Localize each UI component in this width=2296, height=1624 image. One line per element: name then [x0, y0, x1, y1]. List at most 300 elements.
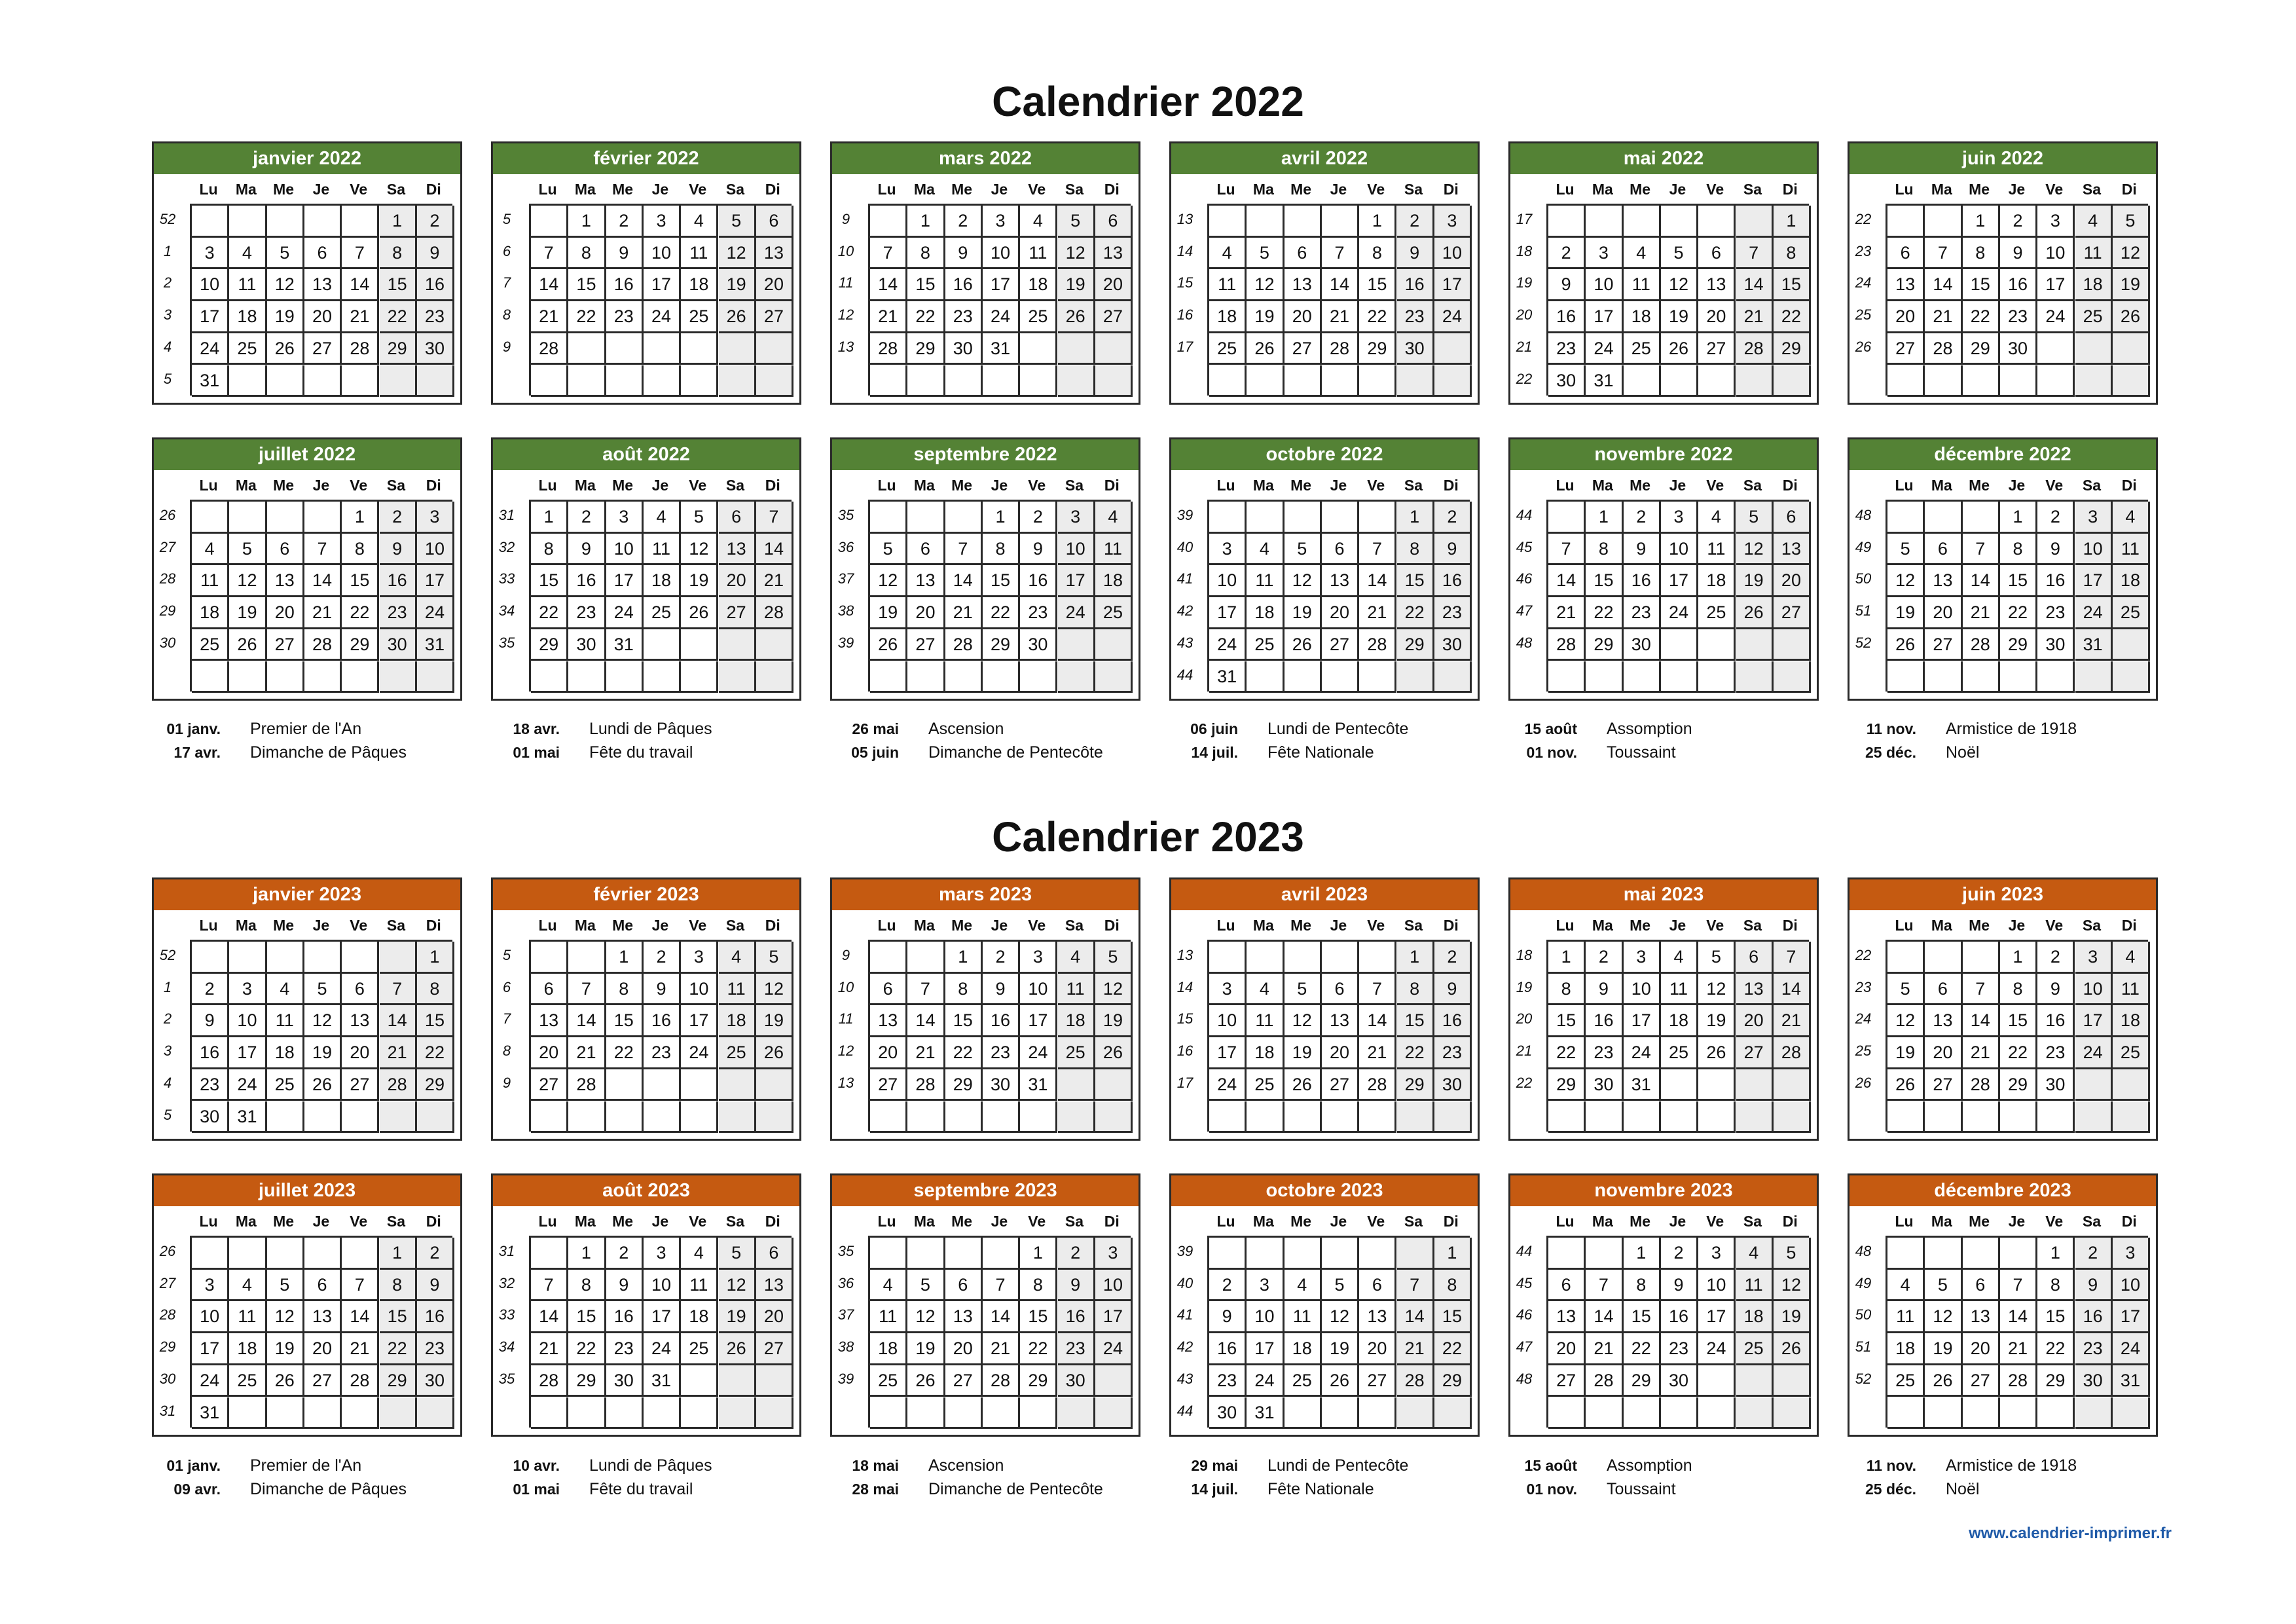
day-cell — [1434, 661, 1472, 693]
day-cell: 4 — [2075, 206, 2113, 238]
day-cell: 13 — [267, 565, 304, 597]
day-cell: 16 — [1434, 565, 1472, 597]
holiday-entry — [152, 741, 460, 764]
week-number: 15 — [1176, 274, 1194, 291]
weekday-label: Sa — [2082, 1213, 2102, 1230]
day-cell: 3 — [1058, 502, 1095, 534]
day-cell: 30 — [2037, 629, 2075, 661]
day-cell: 8 — [342, 534, 379, 566]
weekday-label: Je — [651, 477, 669, 494]
day-cell — [1247, 1238, 1284, 1270]
week-number: 38 — [837, 602, 854, 619]
day-cell — [342, 1238, 379, 1270]
day-grid — [1546, 1236, 1809, 1428]
day-cell: 27 — [870, 1069, 907, 1101]
day-cell: 23 — [192, 1069, 229, 1101]
day-cell: 31 — [1209, 661, 1247, 693]
holiday-entry — [1169, 1454, 1477, 1477]
day-cell: 2 — [606, 1238, 644, 1270]
holiday-date: 01 nov. — [1526, 744, 1577, 761]
day-cell: 27 — [756, 1333, 793, 1365]
day-cell: 18 — [1698, 565, 1736, 597]
weekday-label: Lu — [1556, 917, 1575, 934]
day-cell — [568, 942, 606, 974]
day-cell: 13 — [756, 238, 793, 270]
day-cell: 5 — [1925, 1270, 1962, 1302]
week-number: 2 — [163, 1010, 172, 1027]
week-number: 6 — [502, 978, 511, 995]
week-number: 4 — [163, 338, 172, 355]
day-cell: 31 — [417, 629, 454, 661]
day-cell: 31 — [2075, 629, 2113, 661]
day-cell — [1586, 1238, 1623, 1270]
day-cell — [907, 365, 945, 397]
day-cell — [1925, 1238, 1962, 1270]
week-number: 34 — [498, 602, 515, 619]
day-cell: 31 — [1020, 1069, 1057, 1101]
day-cell: 18 — [1247, 1037, 1284, 1069]
day-cell: 19 — [1247, 301, 1284, 333]
day-cell: 24 — [1624, 1037, 1661, 1069]
day-cell: 12 — [1058, 238, 1095, 270]
weekday-label: Ve — [350, 181, 368, 198]
weekday-label: Ma — [1252, 1213, 1274, 1230]
day-cell: 1 — [1020, 1238, 1057, 1270]
day-cell: 20 — [531, 1037, 568, 1069]
day-cell: 21 — [342, 1333, 379, 1365]
day-cell — [1624, 661, 1661, 693]
weekday-label: Di — [1443, 1213, 1459, 1230]
day-cell — [267, 502, 304, 534]
week-number: 30 — [159, 1370, 176, 1387]
day-cell: 26 — [1774, 1333, 1811, 1365]
day-cell — [1963, 942, 2000, 974]
week-number: 51 — [1855, 1338, 1872, 1356]
day-cell: 28 — [1963, 629, 2000, 661]
day-cell — [304, 661, 342, 693]
day-cell: 4 — [870, 1270, 907, 1302]
day-cell: 23 — [568, 597, 606, 629]
day-cell: 24 — [1209, 629, 1247, 661]
day-cell: 19 — [1285, 597, 1322, 629]
website-link[interactable]: www.calendrier-imprimer.fr — [1969, 1524, 2172, 1542]
day-cell: 3 — [1247, 1270, 1284, 1302]
week-number: 46 — [1516, 1306, 1533, 1323]
day-cell: 24 — [1661, 597, 1698, 629]
day-cell: 2 — [1586, 942, 1623, 974]
holiday-date: 01 mai — [513, 744, 560, 761]
day-cell — [644, 661, 681, 693]
day-cell: 29 — [907, 333, 945, 365]
day-cell: 28 — [1736, 333, 1774, 365]
day-cell — [2037, 1397, 2075, 1430]
day-cell: 16 — [1209, 1333, 1247, 1365]
day-cell: 13 — [1925, 1005, 1962, 1037]
day-cell: 3 — [1020, 942, 1057, 974]
day-cell: 23 — [380, 597, 417, 629]
weekday-label: Sa — [725, 181, 745, 198]
month-calendar — [1169, 437, 1480, 701]
day-cell — [1624, 206, 1661, 238]
day-cell: 12 — [1322, 1301, 1359, 1333]
day-cell — [1359, 661, 1396, 693]
day-cell — [1925, 661, 1962, 693]
weekday-label: Di — [1782, 1213, 1798, 1230]
day-cell: 12 — [1095, 974, 1133, 1006]
day-cell — [2000, 1397, 2037, 1430]
day-cell: 22 — [1397, 1037, 1434, 1069]
day-cell: 14 — [1322, 269, 1359, 301]
weekday-label: Me — [951, 477, 973, 494]
month-calendar — [830, 1173, 1140, 1437]
holiday-date: 25 déc. — [1865, 744, 1916, 761]
day-cell: 18 — [1095, 565, 1133, 597]
day-cell: 17 — [2113, 1301, 2150, 1333]
day-cell: 19 — [719, 1301, 756, 1333]
day-cell: 16 — [1434, 1005, 1472, 1037]
day-cell: 29 — [380, 333, 417, 365]
week-number: 24 — [1855, 274, 1872, 291]
day-cell: 9 — [568, 534, 606, 566]
holiday-entry — [1169, 717, 1477, 741]
day-cell — [568, 1397, 606, 1430]
day-cell: 19 — [304, 1037, 342, 1069]
weekday-label: Ma — [1931, 917, 1952, 934]
day-cell — [2075, 365, 2113, 397]
weekday-label: Di — [1104, 1213, 1120, 1230]
day-cell: 24 — [1058, 597, 1095, 629]
day-cell: 28 — [1548, 629, 1586, 661]
weekday-header-row — [154, 178, 460, 200]
day-cell — [1095, 661, 1133, 693]
day-cell: 16 — [417, 269, 454, 301]
day-cell: 22 — [1397, 597, 1434, 629]
day-cell: 5 — [870, 534, 907, 566]
day-cell: 9 — [1586, 974, 1623, 1006]
week-number: 23 — [1855, 242, 1872, 259]
day-cell — [719, 365, 756, 397]
holiday-name: Premier de l'An — [250, 720, 362, 738]
weekday-header-row — [493, 474, 799, 496]
day-cell: 21 — [945, 597, 983, 629]
day-cell — [2075, 1101, 2113, 1134]
day-cell — [1397, 1101, 1434, 1134]
holiday-entry — [491, 717, 799, 741]
day-cell: 20 — [1698, 301, 1736, 333]
holiday-date: 14 juil. — [1191, 744, 1238, 761]
week-number: 39 — [837, 634, 854, 651]
day-cell: 12 — [681, 534, 718, 566]
weekday-label: Me — [1969, 181, 1990, 198]
day-cell: 21 — [568, 1037, 606, 1069]
day-cell: 23 — [417, 301, 454, 333]
day-cell: 10 — [1661, 534, 1698, 566]
day-grid — [868, 1236, 1131, 1428]
month-header: novembre 2023 — [1510, 1175, 1817, 1206]
day-cell — [1624, 1397, 1661, 1430]
day-cell: 1 — [2000, 942, 2037, 974]
day-cell: 12 — [907, 1301, 945, 1333]
day-cell: 2 — [2037, 942, 2075, 974]
month-header: octobre 2023 — [1171, 1175, 1478, 1206]
day-cell: 12 — [1247, 269, 1284, 301]
day-cell — [1058, 333, 1095, 365]
day-cell: 6 — [1925, 534, 1962, 566]
week-number: 9 — [502, 1074, 511, 1091]
day-cell: 27 — [531, 1069, 568, 1101]
day-cell: 22 — [1774, 301, 1811, 333]
day-cell: 11 — [644, 534, 681, 566]
day-cell: 17 — [1247, 1333, 1284, 1365]
weekday-label: Ve — [2045, 917, 2064, 934]
day-cell — [1963, 502, 2000, 534]
week-number: 18 — [1516, 242, 1533, 259]
day-cell — [1736, 661, 1774, 693]
day-cell: 30 — [1434, 1069, 1472, 1101]
year-title: Calendrier 2023 — [992, 813, 1304, 860]
day-cell — [1698, 661, 1736, 693]
holiday-date: 11 nov. — [1866, 1457, 1916, 1474]
day-cell: 2 — [568, 502, 606, 534]
day-cell: 18 — [229, 301, 266, 333]
month-header: juillet 2023 — [154, 1175, 460, 1206]
day-cell: 2 — [945, 206, 983, 238]
day-cell: 21 — [1586, 1333, 1623, 1365]
weekday-label: Me — [1969, 477, 1990, 494]
day-cell: 5 — [719, 1238, 756, 1270]
day-grid — [868, 940, 1131, 1132]
month-header: juin 2022 — [1850, 143, 2156, 174]
day-cell — [945, 1238, 983, 1270]
weekday-label: Ma — [574, 917, 596, 934]
day-cell — [1209, 1101, 1247, 1134]
holiday-date: 05 juin — [851, 744, 899, 761]
weekday-label: Lu — [538, 917, 557, 934]
weekday-label: Ve — [689, 1213, 707, 1230]
day-cell: 27 — [1359, 1365, 1396, 1397]
day-cell: 15 — [380, 1301, 417, 1333]
day-cell: 6 — [1963, 1270, 2000, 1302]
holiday-date: 28 mai — [852, 1481, 899, 1498]
day-cell: 20 — [1925, 597, 1962, 629]
day-cell: 10 — [983, 238, 1020, 270]
weekday-label: Me — [273, 181, 295, 198]
weekday-label: Me — [1630, 1213, 1651, 1230]
day-cell — [1397, 1238, 1434, 1270]
day-cell: 22 — [342, 597, 379, 629]
day-cell — [1624, 1101, 1661, 1134]
day-cell — [1698, 1397, 1736, 1430]
day-cell: 25 — [2113, 597, 2150, 629]
day-cell: 11 — [681, 1270, 718, 1302]
day-cell: 26 — [267, 1365, 304, 1397]
day-cell: 1 — [568, 1238, 606, 1270]
day-cell: 12 — [1285, 565, 1322, 597]
day-cell — [1359, 1101, 1396, 1134]
day-cell: 8 — [1774, 238, 1811, 270]
day-cell — [1548, 1397, 1586, 1430]
day-cell — [1774, 1397, 1811, 1430]
day-cell: 9 — [1434, 974, 1472, 1006]
day-cell: 3 — [983, 206, 1020, 238]
day-cell — [1963, 1397, 2000, 1430]
day-cell: 4 — [1736, 1238, 1774, 1270]
day-cell: 23 — [945, 301, 983, 333]
day-cell: 26 — [1887, 1069, 1925, 1101]
day-cell — [342, 365, 379, 397]
day-cell — [681, 1101, 718, 1134]
day-cell — [1434, 1397, 1472, 1430]
day-cell — [1434, 1101, 1472, 1134]
day-cell — [568, 661, 606, 693]
day-cell: 25 — [1661, 1037, 1698, 1069]
day-cell: 8 — [606, 974, 644, 1006]
day-cell: 13 — [1322, 565, 1359, 597]
weekday-label: Je — [991, 477, 1008, 494]
day-cell: 24 — [983, 301, 1020, 333]
day-cell — [870, 1101, 907, 1134]
day-cell: 17 — [644, 1301, 681, 1333]
day-cell — [983, 661, 1020, 693]
day-cell: 13 — [1774, 534, 1811, 566]
week-number: 38 — [837, 1338, 854, 1356]
weekday-label: Me — [951, 1213, 973, 1230]
weekday-label: Sa — [1743, 181, 1762, 198]
day-cell — [1397, 1397, 1434, 1430]
day-cell: 25 — [229, 333, 266, 365]
day-cell: 23 — [644, 1037, 681, 1069]
day-cell: 4 — [1247, 534, 1284, 566]
day-cell — [1963, 1238, 2000, 1270]
weekday-label: Sa — [2082, 477, 2102, 494]
weekday-label: Sa — [1065, 181, 1084, 198]
day-cell: 14 — [945, 565, 983, 597]
day-cell — [1887, 365, 1925, 397]
day-cell — [304, 1101, 342, 1134]
day-cell: 14 — [983, 1301, 1020, 1333]
day-cell — [1661, 1101, 1698, 1134]
day-cell: 19 — [1774, 1301, 1811, 1333]
day-cell — [719, 1397, 756, 1430]
day-cell — [1020, 1397, 1057, 1430]
day-cell: 13 — [1322, 1005, 1359, 1037]
day-cell: 18 — [644, 565, 681, 597]
week-number: 50 — [1855, 570, 1872, 587]
weekday-label: Ve — [1706, 477, 1724, 494]
day-cell: 2 — [1548, 238, 1586, 270]
day-cell: 30 — [1209, 1397, 1247, 1430]
day-cell — [2075, 333, 2113, 365]
holiday-date: 18 avr. — [513, 720, 560, 737]
day-cell: 10 — [644, 1270, 681, 1302]
weekday-label: Ma — [574, 477, 596, 494]
day-cell: 8 — [1020, 1270, 1057, 1302]
day-cell — [2037, 333, 2075, 365]
day-cell — [531, 661, 568, 693]
week-number: 13 — [1176, 947, 1194, 963]
day-cell: 20 — [719, 565, 756, 597]
day-cell: 12 — [719, 1270, 756, 1302]
day-cell: 9 — [983, 974, 1020, 1006]
weekday-label: Ma — [1592, 1213, 1613, 1230]
weekday-label: Ma — [913, 1213, 935, 1230]
weekday-label: Je — [1669, 1213, 1686, 1230]
weekday-label: Di — [1443, 477, 1459, 494]
day-cell — [1359, 942, 1396, 974]
day-cell: 6 — [1698, 238, 1736, 270]
day-cell: 15 — [342, 565, 379, 597]
day-cell: 31 — [983, 333, 1020, 365]
day-cell: 7 — [342, 238, 379, 270]
weekday-label: Di — [1782, 181, 1798, 198]
day-cell — [1322, 1101, 1359, 1134]
day-cell: 18 — [2113, 565, 2150, 597]
day-cell: 28 — [756, 597, 793, 629]
day-cell: 24 — [192, 333, 229, 365]
week-number: 5 — [502, 947, 511, 963]
day-grid — [529, 1236, 792, 1428]
day-cell: 18 — [1247, 597, 1284, 629]
weekday-label: Me — [1290, 1213, 1312, 1230]
day-cell: 4 — [1247, 974, 1284, 1006]
day-cell: 23 — [1434, 1037, 1472, 1069]
day-cell: 17 — [1209, 597, 1247, 629]
day-cell: 3 — [2075, 502, 2113, 534]
day-cell: 16 — [945, 269, 983, 301]
day-cell: 29 — [2000, 1069, 2037, 1101]
month-header: juin 2023 — [1850, 879, 2156, 910]
day-cell: 22 — [1586, 597, 1623, 629]
day-cell — [1624, 365, 1661, 397]
day-cell: 8 — [2037, 1270, 2075, 1302]
week-number: 13 — [837, 338, 854, 355]
day-cell: 7 — [380, 974, 417, 1006]
day-cell: 22 — [1624, 1333, 1661, 1365]
day-cell: 20 — [304, 301, 342, 333]
day-cell: 16 — [1020, 565, 1057, 597]
holiday-name: Fête du travail — [589, 743, 693, 762]
day-cell: 26 — [719, 1333, 756, 1365]
weekday-label: Ve — [350, 477, 368, 494]
weekday-label: Ma — [1252, 477, 1274, 494]
day-cell: 22 — [606, 1037, 644, 1069]
day-cell: 21 — [1963, 1037, 2000, 1069]
day-cell: 5 — [2113, 206, 2150, 238]
day-cell — [380, 1101, 417, 1134]
day-cell: 30 — [380, 629, 417, 661]
day-cell: 23 — [1397, 301, 1434, 333]
day-cell: 9 — [1020, 534, 1057, 566]
day-cell: 21 — [1736, 301, 1774, 333]
day-cell: 10 — [1434, 238, 1472, 270]
day-cell: 13 — [1698, 269, 1736, 301]
day-cell: 13 — [342, 1005, 379, 1037]
day-cell: 15 — [2000, 565, 2037, 597]
day-cell: 13 — [1548, 1301, 1586, 1333]
weekday-label: Lu — [1216, 917, 1235, 934]
weekday-label: Di — [1782, 917, 1798, 934]
weekday-label: Ma — [913, 917, 935, 934]
day-cell: 27 — [1322, 1069, 1359, 1101]
day-cell: 4 — [1285, 1270, 1322, 1302]
day-cell: 11 — [229, 269, 266, 301]
day-cell: 18 — [1624, 301, 1661, 333]
holiday-entry — [1848, 741, 2155, 764]
day-cell: 31 — [644, 1365, 681, 1397]
day-cell: 11 — [1698, 534, 1736, 566]
day-cell: 15 — [1434, 1301, 1472, 1333]
day-cell: 12 — [1925, 1301, 1962, 1333]
